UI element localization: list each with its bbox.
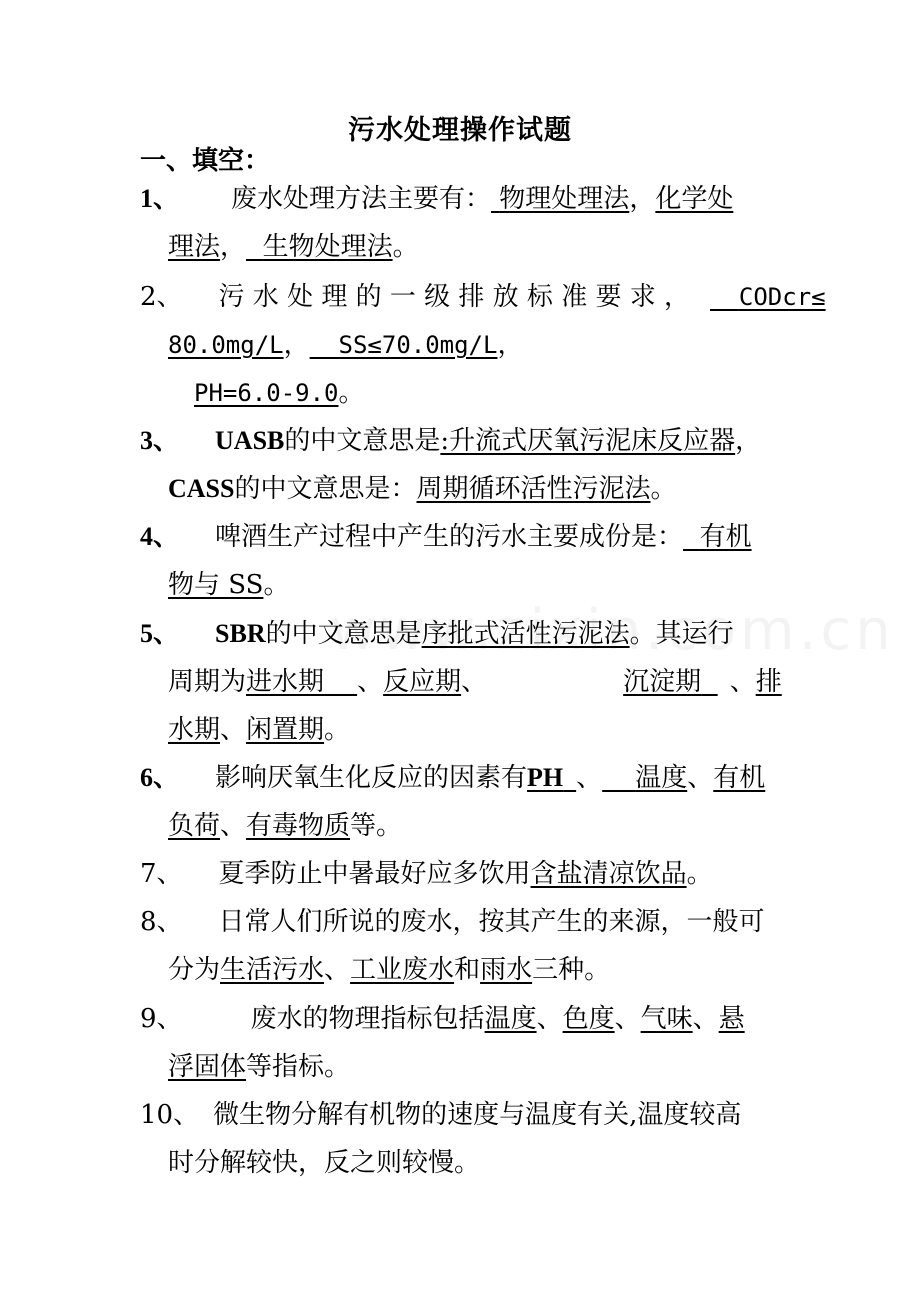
- question-5-line-2: [168, 665, 782, 699]
- answer-blank: 气味: [640, 1004, 693, 1034]
- question-text: 、: [687, 763, 714, 793]
- question-text: 和: [454, 955, 481, 985]
- question-number: 3、: [140, 426, 180, 455]
- question-text: 啤酒生产过程中产生的污水主要成份是：: [215, 522, 684, 552]
- question-text: 夏季防止中暑最好应多饮用: [218, 859, 531, 889]
- answer-blank: SS≤70.0mg/L: [338, 331, 498, 359]
- question-2-line-3: [194, 376, 365, 410]
- answer-blank: 含盐清凉饮品: [530, 859, 687, 889]
- question-text: ，: [220, 232, 247, 262]
- term: CASS: [168, 474, 235, 503]
- section-heading: 一、填空：: [140, 146, 271, 176]
- answer-blank: 序批式活性污泥法: [421, 619, 630, 649]
- answer-blank: 理法: [168, 232, 221, 262]
- answer-blank: :升流式厌氧污泥床反应器: [440, 426, 736, 456]
- question-8-line-2: [168, 953, 610, 987]
- answer-blank: 有毒物质: [246, 811, 351, 841]
- question-text: 、: [536, 1004, 563, 1034]
- question-number: 9、: [140, 1004, 183, 1034]
- question-3-line-1: [140, 424, 761, 458]
- question-text: 、: [692, 1004, 719, 1034]
- answer-blank: 有机: [699, 522, 752, 552]
- answer-blank: 排: [755, 667, 782, 697]
- question-6-line-1: [140, 761, 765, 795]
- question-text: ，: [629, 184, 656, 214]
- answer-blank: 雨水: [480, 955, 533, 985]
- question-text: 、: [576, 763, 603, 793]
- question-text: 、: [220, 715, 247, 745]
- question-text: 的中文意思是：: [234, 474, 417, 504]
- term: SBR: [215, 619, 266, 648]
- question-number: 8、: [140, 907, 183, 937]
- answer-blank: PH=6.0-9.0: [194, 379, 339, 407]
- question-text: ，: [283, 330, 310, 360]
- question-text: 微生物分解有机物的速度与温度有关,温度较高: [213, 1100, 742, 1130]
- answer-blank: 物理处理法: [499, 184, 630, 214]
- answer-blank: 温度: [484, 1004, 537, 1034]
- question-text: 的中文意思是: [265, 619, 422, 649]
- answer-blank: 反应期: [383, 667, 462, 697]
- question-text: 废水的物理指标包括: [250, 1004, 485, 1034]
- question-text: 的中文意思是: [284, 426, 441, 456]
- question-text: 三种。: [532, 955, 611, 985]
- question-text: 。: [686, 859, 713, 889]
- question-8-line-1: [140, 905, 765, 939]
- question-number: 7、: [140, 859, 183, 889]
- question-text: 时分解较快，反之则较慢。: [168, 1148, 481, 1178]
- question-4-line-2: [168, 568, 289, 602]
- question-text: 废水处理方法主要有：: [231, 184, 492, 214]
- question-5-line-1: [140, 617, 734, 651]
- question-1-line-1: [140, 182, 733, 216]
- answer-blank: 闲置期: [246, 715, 325, 745]
- question-10-line-2: [168, 1146, 480, 1180]
- question-text: 、: [357, 667, 384, 697]
- answer-blank: 80.0mg/L: [168, 331, 284, 359]
- question-text: 。: [263, 570, 290, 600]
- question-4-line-1: [140, 520, 752, 554]
- question-10-line-1: [140, 1098, 741, 1132]
- question-text: 周期为: [168, 667, 247, 697]
- question-7-line-1: [140, 857, 713, 891]
- answer-blank: 工业废水: [350, 955, 455, 985]
- question-2-line-2: [168, 328, 523, 362]
- answer-blank: 负荷: [168, 811, 221, 841]
- question-9-line-2: [168, 1050, 350, 1084]
- answer-blank: 色度: [562, 1004, 615, 1034]
- answer-blank: 进水期: [246, 667, 325, 697]
- page-title: 污水处理操作试题: [348, 115, 572, 146]
- term: UASB: [215, 426, 285, 455]
- question-1-line-2: [168, 230, 419, 264]
- question-number: 1、: [140, 184, 180, 213]
- question-3-line-2: [168, 472, 677, 506]
- question-9-line-1: [140, 1002, 745, 1036]
- question-text: 、: [614, 1004, 641, 1034]
- answer-blank: 沉淀期: [623, 667, 702, 697]
- question-number: 4、: [140, 522, 180, 551]
- question-number: 6、: [140, 763, 180, 792]
- question-2-line-1: [140, 280, 826, 314]
- question-text: 。: [392, 232, 419, 262]
- question-text: 、: [729, 667, 756, 697]
- question-number: 2、: [140, 282, 183, 312]
- answer-blank: 生活污水: [220, 955, 325, 985]
- question-text: 、: [461, 667, 488, 697]
- question-text: 等指标。: [246, 1052, 351, 1082]
- question-text: 。: [338, 378, 365, 408]
- question-text: ，: [735, 426, 762, 456]
- question-6-line-2: [168, 809, 402, 843]
- question-number: 5、: [140, 619, 180, 648]
- question-text: 。: [650, 474, 677, 504]
- question-text: 等。: [350, 811, 403, 841]
- question-text: 。其运行: [629, 619, 734, 649]
- question-number: 10、: [140, 1100, 200, 1130]
- question-text: 。: [324, 715, 351, 745]
- question-text: 污 水 处 理 的 一 级 排 放 标 准 要 求 ，: [218, 282, 690, 312]
- answer-blank: 化学处: [655, 184, 734, 214]
- answer-blank: 有机: [713, 763, 766, 793]
- question-text: 分为: [168, 955, 221, 985]
- answer-blank: 温度: [635, 763, 688, 793]
- answer-blank: CODcr≤: [738, 283, 826, 311]
- question-text: 、: [324, 955, 351, 985]
- answer-blank: 悬: [718, 1004, 745, 1034]
- answer-blank: 周期循环活性污泥法: [416, 474, 651, 504]
- question-5-line-3: [168, 713, 350, 747]
- answer-blank: 水期: [168, 715, 221, 745]
- answer-blank: 物与 SS: [168, 570, 264, 600]
- answer-blank: PH: [527, 763, 564, 792]
- answer-blank: 浮固体: [168, 1052, 247, 1082]
- question-text: ，: [497, 330, 524, 360]
- question-text: 影响厌氧生化反应的因素有: [215, 763, 528, 793]
- answer-blank: 生物处理法: [262, 232, 393, 262]
- question-text: 、: [220, 811, 247, 841]
- question-text: 日常人们所说的废水，按其产生的来源，一般可: [218, 907, 765, 937]
